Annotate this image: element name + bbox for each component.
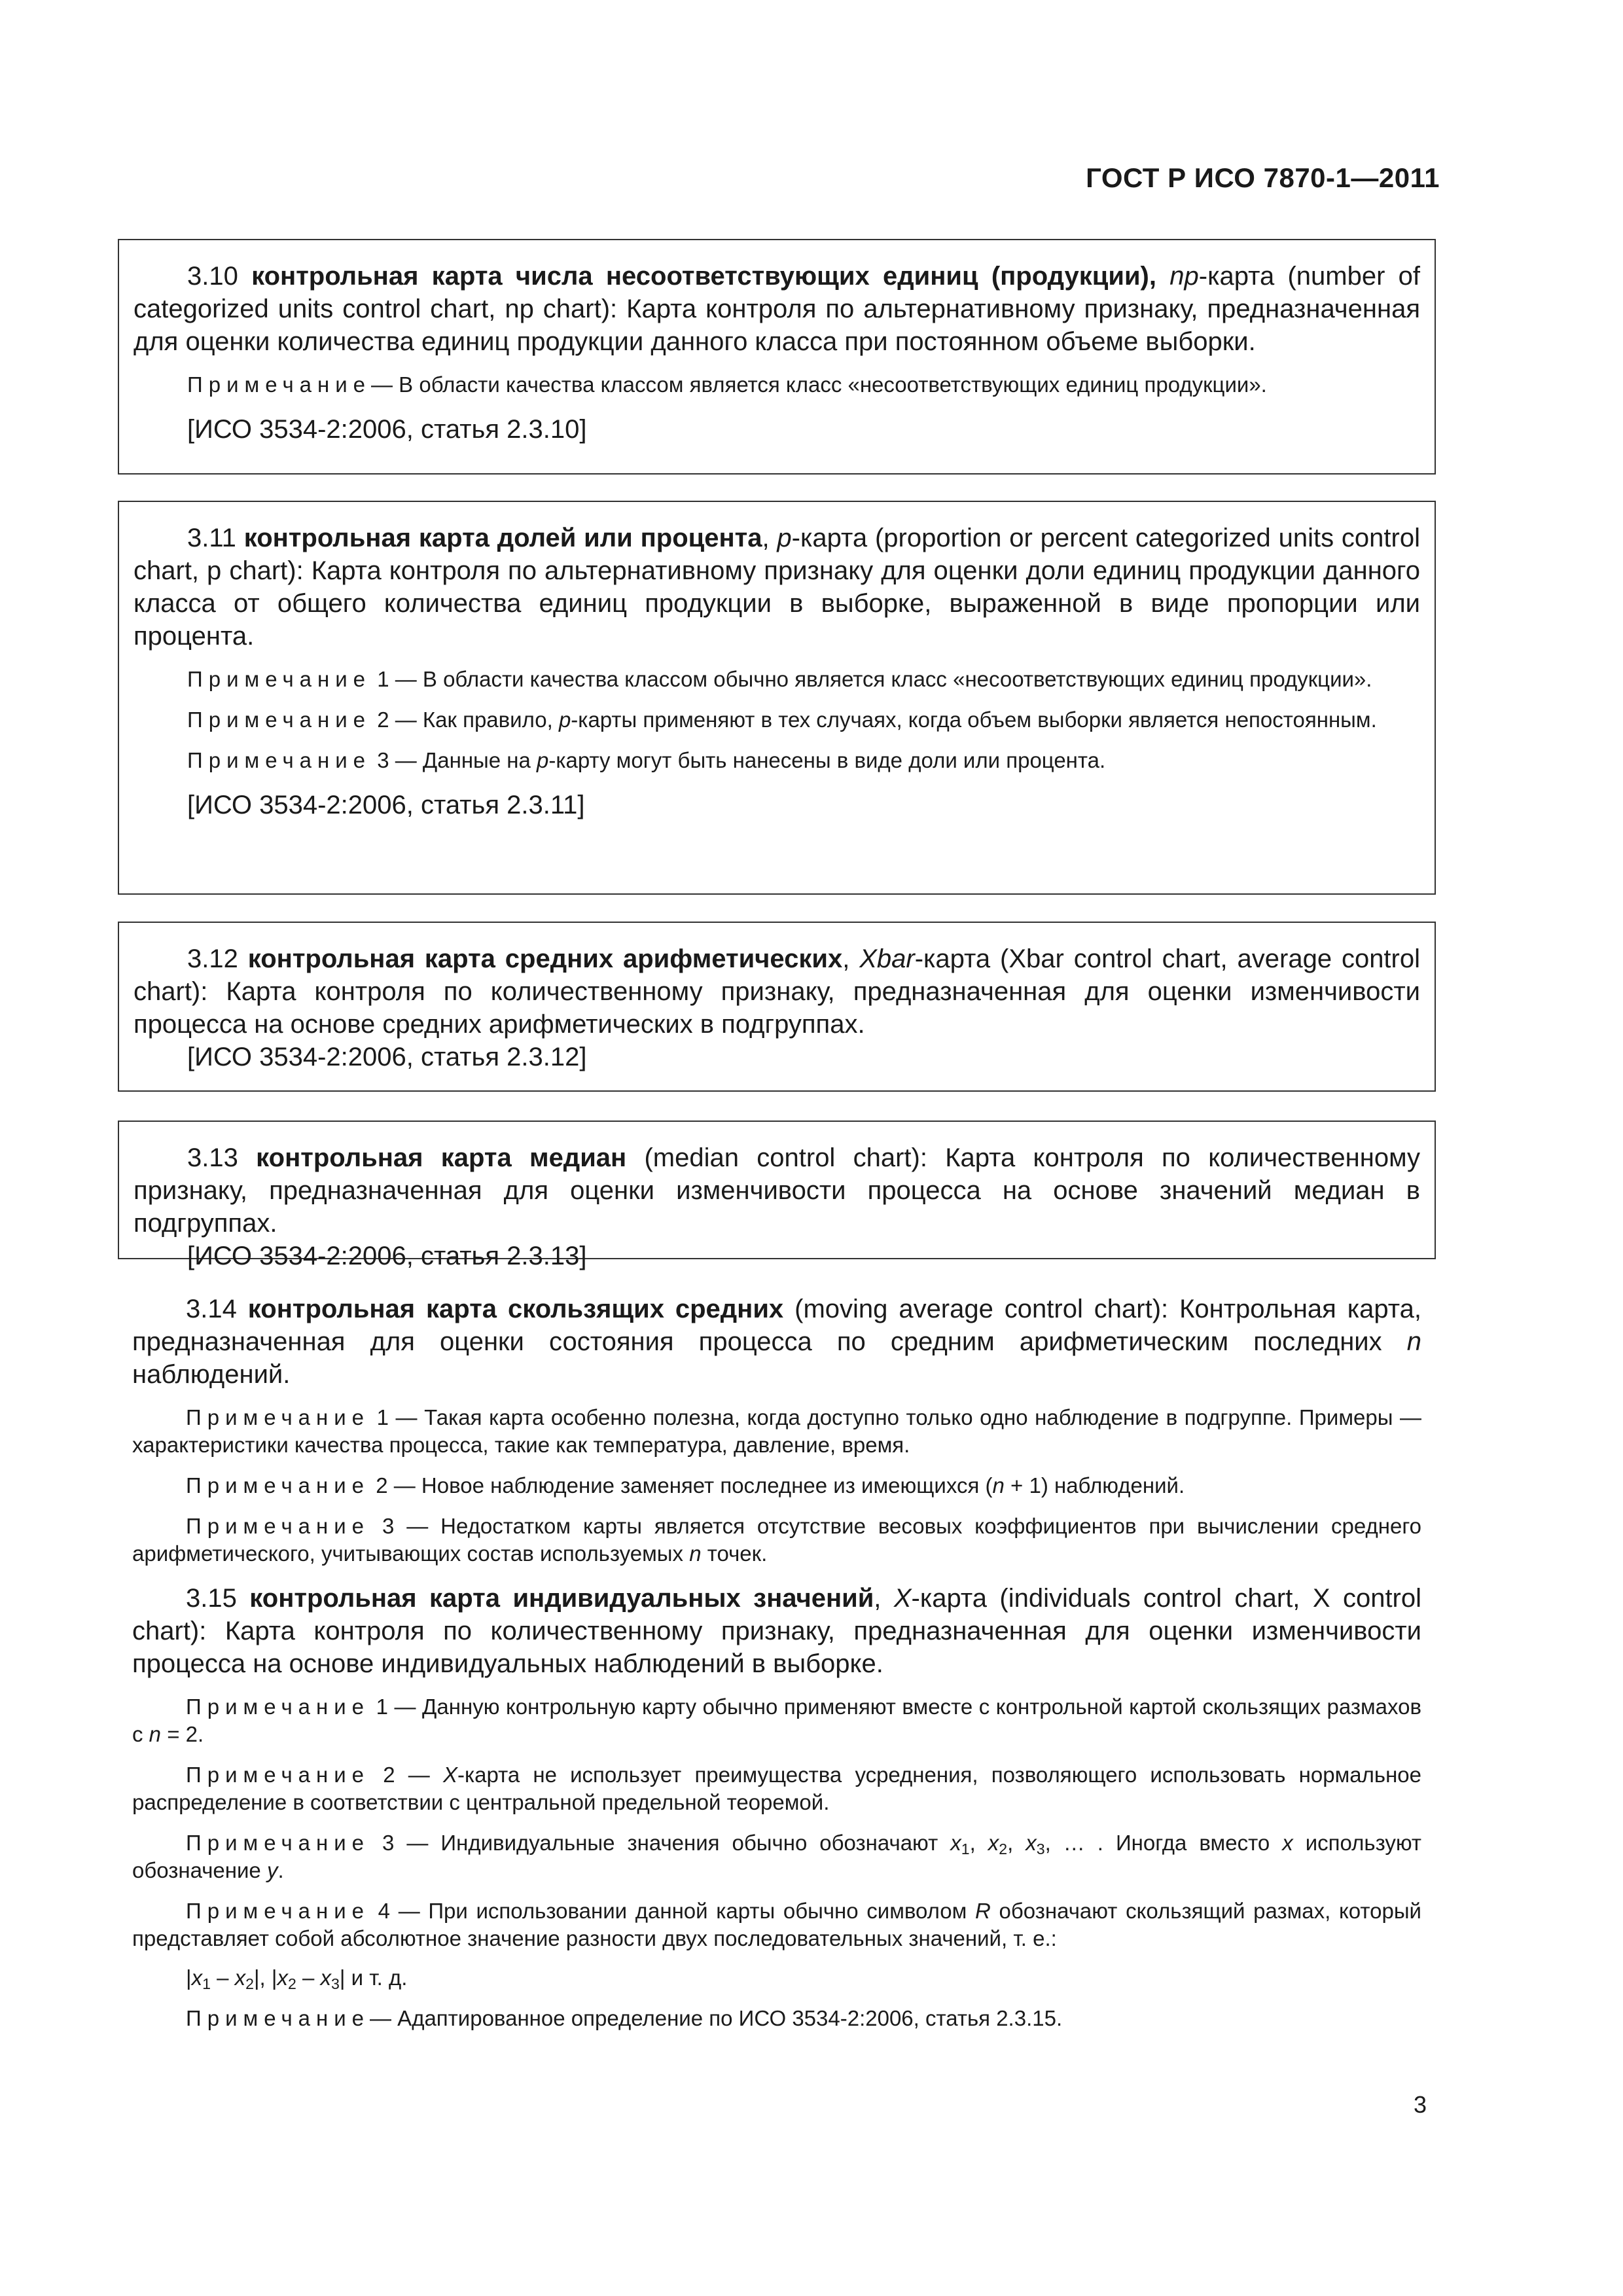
- note-label: Примечание: [186, 1831, 370, 1855]
- document-code-header: ГОСТ Р ИСО 7870-1—2011: [1086, 162, 1440, 193]
- note-symbol: n: [149, 1722, 162, 1746]
- note-symbol: R: [975, 1899, 991, 1923]
- note-number: 1: [376, 1405, 389, 1429]
- subscript: 1: [961, 1840, 970, 1857]
- term-english: (moving average control chart):: [794, 1295, 1169, 1323]
- term-symbol: Xbar: [859, 944, 915, 973]
- note-label: Примечание: [186, 1405, 370, 1429]
- note-3: [134, 747, 1420, 774]
- subscript: 3: [331, 1975, 340, 1992]
- note-number: 3: [377, 748, 389, 772]
- note-symbol: p: [537, 748, 549, 772]
- term-number: 3.10: [187, 262, 238, 291]
- term-entries-plain: [118, 1293, 1436, 2032]
- definition-text: Карта контроля по количественному признаку, предназначенная для оценки изменчивости процесса на основе индивидуальных наблюдений в выборке.: [132, 1617, 1421, 1678]
- note-label: Примечание: [187, 748, 372, 772]
- note-label: Примечание: [186, 1473, 370, 1498]
- term-number: 3.15: [186, 1584, 237, 1613]
- note-symbol: n: [689, 1541, 702, 1566]
- note-symbol: x: [1026, 1831, 1037, 1855]
- note-label: Примечание: [186, 1514, 370, 1538]
- note-symbol: p: [558, 708, 571, 732]
- definition-text: наблюдений.: [132, 1360, 291, 1389]
- term-name: контрольная карта скользящих средних: [247, 1295, 784, 1323]
- subscript: 3: [1036, 1840, 1045, 1857]
- formula-symbol: x: [234, 1965, 246, 1990]
- note-label: Примечание: [187, 708, 372, 732]
- term-english: (median control chart):: [644, 1143, 927, 1172]
- definition-text: Карта контроля по альтернативному признаку, предназначенная для оценки количества единиц продукции данного класса при постоянном объеме выборки.: [134, 295, 1420, 356]
- note-text: — Адаптированное определение по ИСО 3534-2:2006, статья 2.3.15.: [370, 2006, 1063, 2030]
- note-text: -карты применяют в тех случаях, когда объем выборки является непостоянным.: [571, 708, 1377, 732]
- formula-symbol: x: [277, 1965, 288, 1990]
- note-1: [132, 1404, 1421, 1459]
- term-symbol: X: [893, 1584, 912, 1613]
- note-label: Примечание: [186, 1899, 370, 1923]
- note-symbol: x: [1282, 1831, 1293, 1855]
- term-symbol: np: [1169, 262, 1199, 291]
- note-text: — При использовании данной карты обычно символом: [398, 1899, 967, 1923]
- note-4: [132, 1897, 1421, 1952]
- term-definition: [134, 1141, 1420, 1240]
- note-label: Примечание: [187, 372, 372, 397]
- note-symbol: n: [992, 1473, 1005, 1498]
- note-1: [132, 1693, 1421, 1748]
- term-definition: [134, 260, 1420, 358]
- note-2: [134, 706, 1420, 734]
- note-text: точек.: [707, 1541, 768, 1566]
- note-2: [132, 1761, 1421, 1816]
- term-number: 3.11: [187, 524, 236, 552]
- note-text: — В области качества классом обычно является класс «несоответствующих единиц продукции».: [395, 667, 1372, 691]
- term-name: контрольная карта средних арифметических: [247, 944, 843, 973]
- source-reference: [ИСО 3534-2:2006, статья 2.3.12]: [187, 1043, 587, 1071]
- note-text: — В области качества классом является класс «несоответствующих единиц продукции».: [371, 372, 1267, 397]
- term-definition: 3.12 контрольная карта средних арифметических, Xbar-карта (Xbar control chart, average control chart): Карта контроля по количественному признаку, предназначенная для оценки изменчивости процесса на основе средних арифметических в подгруппах.: [134, 944, 1421, 1039]
- subscript: 1: [202, 1975, 211, 1992]
- note-text: обозначают скользящий размах, который представляет собой абсолютное значение разности двух последовательных значений, т. е.:: [132, 1899, 1421, 1950]
- note-number: 1: [376, 1695, 388, 1719]
- note-text: — Индивидуальные значения обычно обозначают: [406, 1831, 938, 1855]
- note-text: — Недостатком карты является отсутствие весовых коэффициентов при вычислении среднего арифметического, учитывающих состав используемых: [132, 1514, 1421, 1566]
- subscript: 2: [999, 1840, 1008, 1857]
- subscript: 2: [245, 1975, 254, 1992]
- term-english: -карта (proportion or percent categorized units control chart, p chart):: [134, 524, 1420, 585]
- note-label: Примечание: [187, 667, 372, 691]
- definition-text: Карта контроля по количественному признаку, предназначенная для оценки изменчивости процесса на основе средних арифметических в подгруппах.: [134, 977, 1420, 1039]
- source-reference: [ИСО 3534-2:2006, статья 2.3.10]: [187, 415, 587, 444]
- note-symbol: x: [950, 1831, 961, 1855]
- definition-text: Карта контроля по альтернативному признаку для оценки доли единиц продукции данного класса от общего количества единиц продукции в выборке, выраженной в виде пропорции или процента.: [134, 556, 1420, 651]
- note-number: 3: [382, 1831, 395, 1855]
- note-number: 2: [376, 1473, 388, 1498]
- note-2: [132, 1472, 1421, 1499]
- final-note: [132, 2005, 1421, 2032]
- note-text: используют обозначение: [132, 1831, 1422, 1882]
- source-reference: [ИСО 3534-2:2006, статья 2.3.11]: [187, 791, 585, 819]
- formula-symbol: x: [191, 1965, 203, 1990]
- source-reference: [ИСО 3534-2:2006, статья 2.3.13]: [187, 1242, 587, 1270]
- formula-line: $|x_1 - x_2|$, $|x_2 - x_3|$ и т. д.: [186, 1965, 408, 1992]
- term-entry-3-10: [118, 239, 1436, 475]
- note-text: , … . Иногда вместо: [1044, 1831, 1270, 1855]
- term-number: 3.13: [187, 1143, 238, 1172]
- term-english: -карта (number of categorized units control chart, np chart):: [134, 262, 1421, 323]
- note: [134, 371, 1420, 399]
- definition-text: Контрольная карта, предназначенная для оценки состояния процесса по средним арифметическим последних: [132, 1295, 1421, 1356]
- term-english: -карта (Xbar control chart, average control chart):: [134, 944, 1421, 1006]
- note-text: -карту могут быть нанесены в виде доли или процента.: [548, 748, 1106, 772]
- note-label: Примечание: [186, 1695, 370, 1719]
- note-number: 2: [383, 1763, 395, 1787]
- note-3: [132, 1513, 1421, 1568]
- term-entry-3-11: [118, 501, 1436, 895]
- note-symbol: X: [442, 1763, 457, 1787]
- note-text: — Данные на: [395, 748, 531, 772]
- term-name: контрольная карта медиан: [256, 1143, 627, 1172]
- note-number: 4: [378, 1899, 391, 1923]
- term-number: 3.12: [187, 944, 238, 973]
- note-label: Примечание: [186, 1763, 370, 1787]
- note-text: = 2.: [167, 1722, 204, 1746]
- note-text: — Данную контрольную карту обычно применяют вместе с контрольной картой скользящих размахов с: [132, 1695, 1422, 1746]
- term-entry-3-14: [132, 1293, 1421, 1391]
- note-text: —: [408, 1763, 430, 1787]
- note-text: — Как правило,: [395, 708, 553, 732]
- term-symbol: p: [777, 524, 792, 552]
- definition-symbol: n: [1406, 1327, 1421, 1356]
- note-number: 3: [382, 1514, 395, 1538]
- note-symbol: y: [266, 1858, 278, 1882]
- term-name: контрольная карта числа несоответствующих единиц (продукции),: [251, 262, 1156, 291]
- term-definition: 3.11 контрольная карта долей или процента, p-карта (proportion or percent categorized units control chart, p chart): Карта контроля по альтернативному признаку для оценки доли единиц продукции данного класса от общего количества единиц продукции в выборке, выраженной в виде пропорции или процента.: [134, 524, 1420, 651]
- note-3: Примечание 3 — Индивидуальные значения обычно обозначают $x_1$, $x_2$, $x_3$, … . Иногда вместо x используют обозначение y.: [132, 1831, 1422, 1882]
- note-text: .: [277, 1858, 284, 1882]
- term-english: -карта (individuals control chart, X control chart):: [132, 1584, 1422, 1645]
- note-text: -карта не использует преимущества усреднения, позволяющего использовать нормальное распределение в соответствии с центральной предельной теоремой.: [132, 1763, 1422, 1814]
- term-entry-3-13: [118, 1121, 1436, 1270]
- formula-symbol: x: [320, 1965, 331, 1990]
- note-text: — Новое наблюдение заменяет последнее из имеющихся (: [393, 1473, 993, 1498]
- note-label: Примечание: [186, 2006, 370, 2030]
- note-text: — Такая карта особенно полезна, когда доступно только одно наблюдение в подгруппе. Примеры — характеристики качества процесса, такие как температура, давление, время.: [132, 1405, 1422, 1457]
- definition-text: Карта контроля по количественному признаку, предназначенная для оценки изменчивости процесса на основе значений медиан в подгруппах.: [134, 1143, 1421, 1238]
- page-number: 3: [1413, 2091, 1427, 2118]
- term-number: 3.14: [186, 1295, 237, 1323]
- note-1: [134, 666, 1420, 693]
- formula-tail: и т. д.: [351, 1965, 408, 1990]
- term-name: контрольная карта индивидуальных значений: [249, 1584, 874, 1613]
- subscript: 2: [287, 1975, 296, 1992]
- note-number: 2: [377, 708, 389, 732]
- term-entry-3-12: [118, 922, 1436, 1092]
- note-number: 1: [377, 667, 389, 691]
- note-text: + 1) наблюдений.: [1010, 1473, 1185, 1498]
- note-symbol: x: [988, 1831, 999, 1855]
- term-name: контрольная карта долей или процента: [243, 524, 762, 552]
- term-entry-3-15: 3.15 контрольная карта индивидуальных значений, X-карта (individuals control chart, X control chart): Карта контроля по количественному признаку, предназначенная для оценки изменчивости процесса на основе индивидуальных наблюдений в выборке.: [132, 1584, 1422, 1678]
